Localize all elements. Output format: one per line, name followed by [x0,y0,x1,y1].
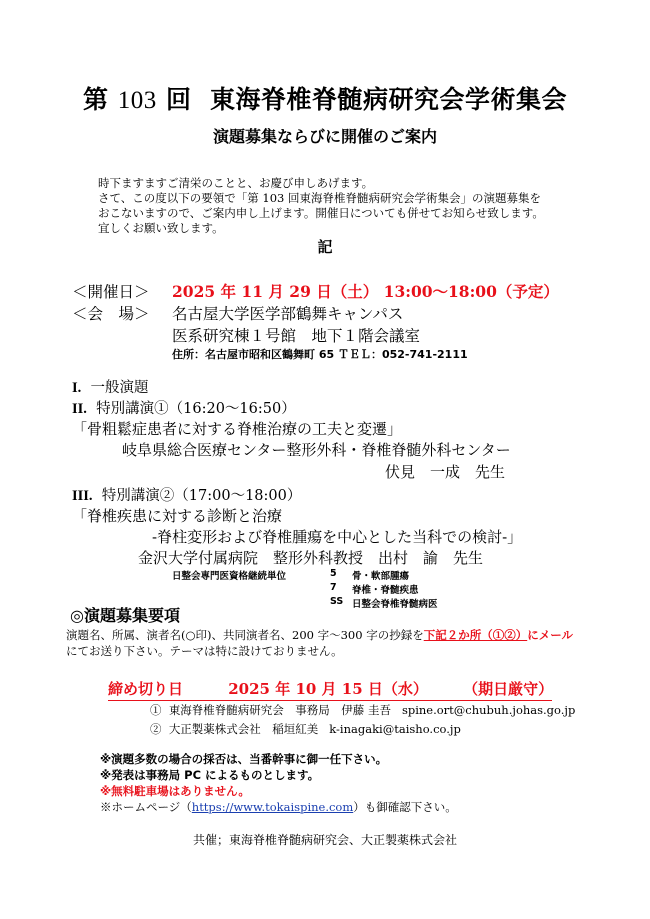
contact-1 [150,702,575,718]
requirements-text-2: にメール [527,628,573,642]
date-label: ＜開催日＞ [72,283,150,301]
credit-name-1: 骨・軟部腫瘍 [352,571,410,582]
credit-code-1: 5 [330,568,337,579]
intro-line-4: 宜しくお願い致します。 [98,221,224,235]
homepage-link[interactable]: https://www.tokaispine.com [191,800,354,814]
page-title [0,80,650,116]
section-3-label: 特別講演②（17:00〜18:00） [101,488,302,504]
note-parking: ※無料駐車場はありません。 [100,784,250,798]
intro-line-1: 時下ますますご清栄のことと、お慶び申しあげます。 [98,176,374,190]
lecture-1-speaker: 伏見 一成 先生 [385,463,506,481]
requirements-line-1 [66,627,573,643]
date-value: 2025 年 11 月 29 日（土） 13:00〜18:00（予定） [172,282,559,301]
note-homepage-prefix: ※ホームページ（ [100,800,192,814]
contact-2 [150,721,461,737]
ki-heading: 記 [317,238,333,256]
credit-name-2: 脊椎・脊髄疾患 [352,585,419,596]
title-number: 103 [117,87,157,114]
note-pc: ※発表は事務局 PC によるものとします。 [100,768,320,782]
venue-line-1: 名古屋大学医学部鶴舞キャンパス [172,305,404,323]
contact-1-org: 東海脊椎脊髄病研究会 事務局 伊藤 圭吾 [168,703,391,717]
title-name: 東海脊椎脊髄病研究会学術集会 [209,85,567,114]
section-lecture-2 [72,484,301,505]
credit-code-2: 7 [330,582,337,593]
lecture-2-speaker: 金沢大学付属病院 整形外科教授 出村 諭 先生 [138,549,484,567]
intro-line-2: さて、この度以下の要領で「第 103 回東海脊椎脊髄病研究会学術集会」の演題募集を [98,191,542,205]
cohost-line: 共催；東海脊椎脊髄病研究会、大正製薬株式会社 [192,833,457,847]
requirements-heading: ◎演題募集要項 [70,606,180,625]
title-suffix: 回 [166,85,192,114]
title-prefix: 第 [83,85,109,114]
section-2-label: 特別講演①（16:20〜16:50） [96,401,296,417]
lecture-1-affiliation: 岐阜県総合医療センター整形外科・脊椎脊髄外科センター [122,441,511,459]
deadline-date: 2025 年 10 月 15 日（水） [228,680,428,698]
venue-line-2: 医系研究棟１号館 地下１階会議室 [172,327,421,345]
credit-name-3: 日整会脊椎脊髄病医 [352,599,438,610]
contact-2-mark: ② [150,722,162,736]
section-lecture-1 [72,397,296,418]
note-selection: ※演題多数の場合の採否は、当番幹事に御一任下さい。 [100,752,388,766]
venue-address: 住所：名古屋市昭和区鶴舞町 65 ＴＥＬ：052-741-2111 [172,348,468,361]
note-homepage [100,799,457,815]
contact-2-org: 大正製薬株式会社 稲垣紅美 [168,722,319,736]
lecture-1-title: 「骨粗鬆症患者に対する脊椎治療の工夫と変遷」 [72,420,403,438]
page-subtitle: 演題募集ならびに開催のご案内 [212,127,437,146]
lecture-2-title: 「脊椎疾患に対する診断と治療 [72,507,283,525]
section-1-roman: I. [72,380,82,396]
requirements-highlight: 下記２か所（①②） [423,628,528,642]
deadline-note: （期日厳守） [463,680,554,698]
requirements-text-1: 演題名、所属、演者名(○印)、共同演者名、200 字〜300 字の抄録を [66,628,424,642]
venue-label: ＜会 場＞ [72,305,150,323]
section-general [72,376,149,397]
credit-code-3: SS [330,596,344,607]
credits-label: 日整会専門医資格継続単位 [172,571,287,582]
lecture-2-subtitle: -脊柱変形および脊椎腫瘍を中心とした当科での検討-」 [152,528,523,546]
requirements-line-2: にてお送り下さい。テーマは特に設けておりません。 [66,644,343,658]
deadline-banner [108,678,552,701]
note-homepage-suffix: ）も御確認下さい。 [353,800,457,814]
contact-1-email[interactable]: spine.ort@chubuh.johas.go.jp [401,703,576,717]
section-1-label: 一般演題 [90,380,149,396]
deadline-label: 締め切り日 [108,680,184,698]
contact-1-mark: ① [150,703,162,717]
section-3-roman: III. [72,488,93,504]
contact-2-email[interactable]: k-inagaki@taisho.co.jp [329,722,461,736]
intro-line-3: おこないますので、ご案内申し上げます。開催日についても併せてお知らせ致します。 [98,206,544,220]
section-2-roman: II. [72,401,87,417]
